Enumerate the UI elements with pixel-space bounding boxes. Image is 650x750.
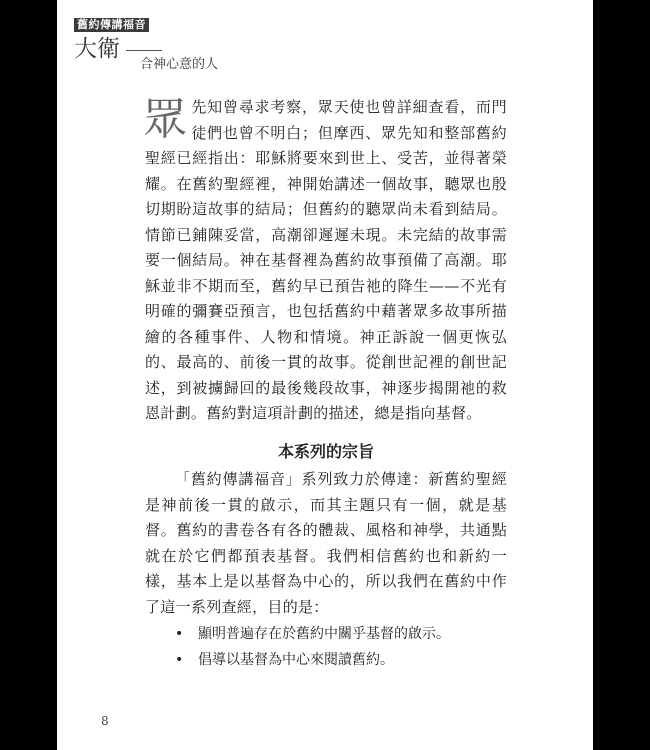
section-heading: 本系列的宗旨 — [277, 442, 374, 461]
bullet-text: 倡導以基督為中心來閱讀舊約。 — [198, 652, 394, 668]
bullet-icon: • — [175, 626, 184, 642]
chapter-subtitle: 合神心意的人 — [140, 57, 219, 72]
intro-text: 先知曾尋求考察，眾天使也曾詳細查看，而門徒們也曾不明白；但摩西、眾先知和整部舊約聖經已經指出：耶穌將要來到世上、受苦，並得著榮耀。在舊約聖經裡，神開始講述一個故事，聽眾也殷切期盼這故事的結局；但舊約的聽眾尚未看到結局。情節已鋪陳妥當，高潮卻遲遲未現。未完結的故事需要一個結局。神在基督裡為舊約故事預備了高潮。耶穌並非不期而至，舊約早已預告祂的降生——不光有明確的彌賽亞預言，也包括舊約中藉著眾多故事所描繪的各種事件、人物和情境。神正訴說一個更恢弘的、最高的、前後一貫的故事。從創世記裡的創世記述，到被擄歸回的最後幾段故事，神逐步揭開祂的救恩計劃。舊約對這項計劃的描述，總是指向基督。 — [145, 98, 507, 422]
title-dash-rule — [126, 50, 162, 51]
book-page — [57, 0, 593, 750]
purpose-bullet-list — [175, 621, 505, 673]
series-label: 舊約傳講福音 — [74, 18, 149, 32]
drop-cap: 眾 — [143, 94, 188, 145]
bullet-icon: • — [175, 652, 184, 668]
purpose-paragraph: 「舊約傳講福音」系列致力於傳達：新舊約聖經是神前後一貫的啟示，而其主題只有一個，就是基督。舊約的書卷各有各的體裁、風格和神學，共通點就在於它們都預表基督。我們相信舊約也和新約一樣，基本上是以基督為中心的，所以我們在舊約中作了這一系列查經，目的是： — [145, 470, 507, 616]
chapter-title-text: 大衛 — [74, 36, 120, 62]
page-number: 8 — [101, 714, 109, 728]
bullet-item — [175, 621, 505, 647]
intro-paragraph — [145, 95, 507, 427]
bullet-text: 顯明普遍存在於舊約中關乎基督的啟示。 — [198, 626, 450, 642]
bullet-item — [175, 647, 505, 673]
